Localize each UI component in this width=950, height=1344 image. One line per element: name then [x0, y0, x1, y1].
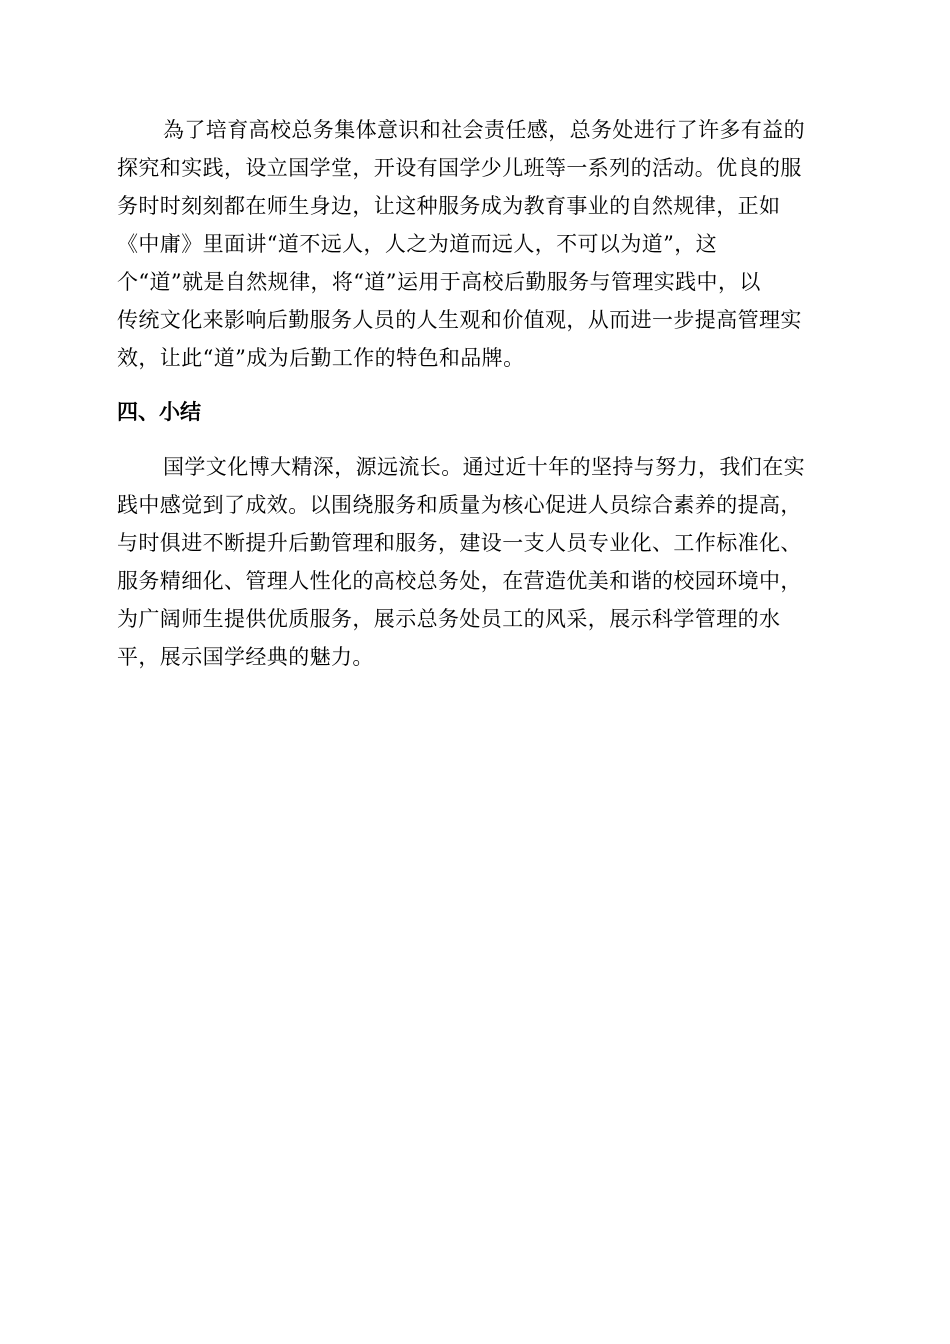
paragraph-line: 效，让此“道”成为后勤工作的特色和品牌。: [117, 346, 525, 370]
paragraph-line: 為了培育高校总务集体意识和社会责任感，总务处进行了许多有益的: [163, 118, 805, 142]
paragraph-line: 个“道”就是自然规律，将“道”运用于高校后勤服务与管理实践中，以: [117, 270, 761, 294]
paragraph-line: 传统文化来影响后勤服务人员的人生观和价值观，从而进一步提高管理实: [117, 308, 802, 332]
paragraph-line: 平，展示国学经典的魅力。: [117, 645, 374, 669]
paragraph-line: 国学文化博大精深，源远流长。通过近十年的坚持与努力，我们在实: [163, 455, 805, 479]
paragraph-line: 与时俱进不断提升后勤管理和服务，建设一支人员专业化、工作标准化、: [117, 531, 802, 555]
paragraph-line: 践中感觉到了成效。以围绕服务和质量为核心促进人员综合素养的提高，: [117, 493, 802, 517]
paragraph-line: 《中庸》里面讲“道不远人，人之为道而远人，不可以为道”，这: [117, 232, 718, 256]
paragraph-line: 务时时刻刻都在师生身边，让这种服务成为教育事业的自然规律，正如: [117, 194, 781, 218]
paragraph-line: 服务精细化、管理人性化的高校总务处，在营造优美和谐的校园环境中，: [117, 569, 802, 593]
paragraph-line: 为广阔师生提供优质服务，展示总务处员工的风采，展示科学管理的水: [117, 607, 781, 631]
section-heading: 四、小结: [117, 400, 201, 424]
paragraph-line: 探究和实践，设立国学堂，开设有国学少儿班等一系列的活动。优良的服: [117, 156, 802, 180]
